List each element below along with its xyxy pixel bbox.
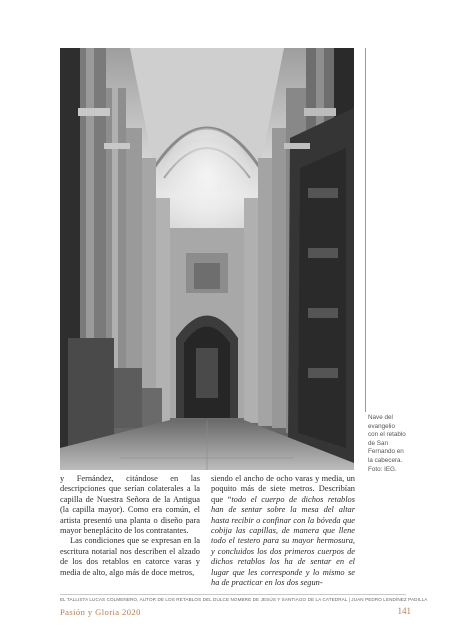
- document-quote: todo el cuerpo de dichos retablos han de sentar sobre la mesa del altar hasta recibir o confinar con la bóveda que cobija las capillas, de manera que llene todo el testero para su mayor hermosura, y concluidos los dos primeros cuerpos de dichos retablos los ha de sentar en el lugar que les corresponde y lo mismo se ha de practicar en los dos segun-: [211, 494, 355, 588]
- body-column-left: [60, 474, 200, 578]
- caption-line: Nave del: [368, 414, 393, 421]
- caption-rule: [365, 48, 366, 412]
- caption-line: con el retablo: [368, 431, 406, 439]
- paragraph-text: siendo el ancho de ocho varas y media, un poquito más de siete metros. Describían que “: [211, 474, 355, 504]
- paragraph: [211, 474, 355, 588]
- caption-line: Foto: IEG.: [368, 465, 397, 473]
- publication-title: Pasión y Gloria 2020: [60, 607, 141, 617]
- cathedral-nave-photo: [60, 48, 354, 470]
- photo-caption: [368, 414, 438, 474]
- body-column-right: [211, 474, 355, 588]
- running-footer: EL TALLISTA LUCAS COLMENERO, AUTOR DE LOS RETABLOS DEL DULCE NOMBRE DE JESÚS Y SANTIAGO DE LA CATEDRAL | JUAN PEDRO LENDÍNEZ PADILLA: [60, 597, 428, 602]
- caption-line: la cabecera.: [368, 456, 403, 464]
- page-number: 141: [397, 606, 411, 616]
- caption-line: de San: [368, 439, 388, 447]
- paragraph: Las condiciones que se expresan en la escritura notarial nos describen el alzado de los dos retablos en catorce varas y media de alto, algo más de doce metros,: [60, 536, 200, 577]
- caption-line: Fernando en: [368, 448, 404, 456]
- paragraph: y Fernández, citándose en las descripciones que serían colaterales a la capilla de Nuestra Señora de la Antigua (la capilla mayor). Como era común, el artista presentó una planta o diseño para mayor beneplácito de los contratantes.: [60, 474, 200, 536]
- footer-divider: [60, 594, 406, 595]
- caption-line: evangelio: [368, 422, 395, 430]
